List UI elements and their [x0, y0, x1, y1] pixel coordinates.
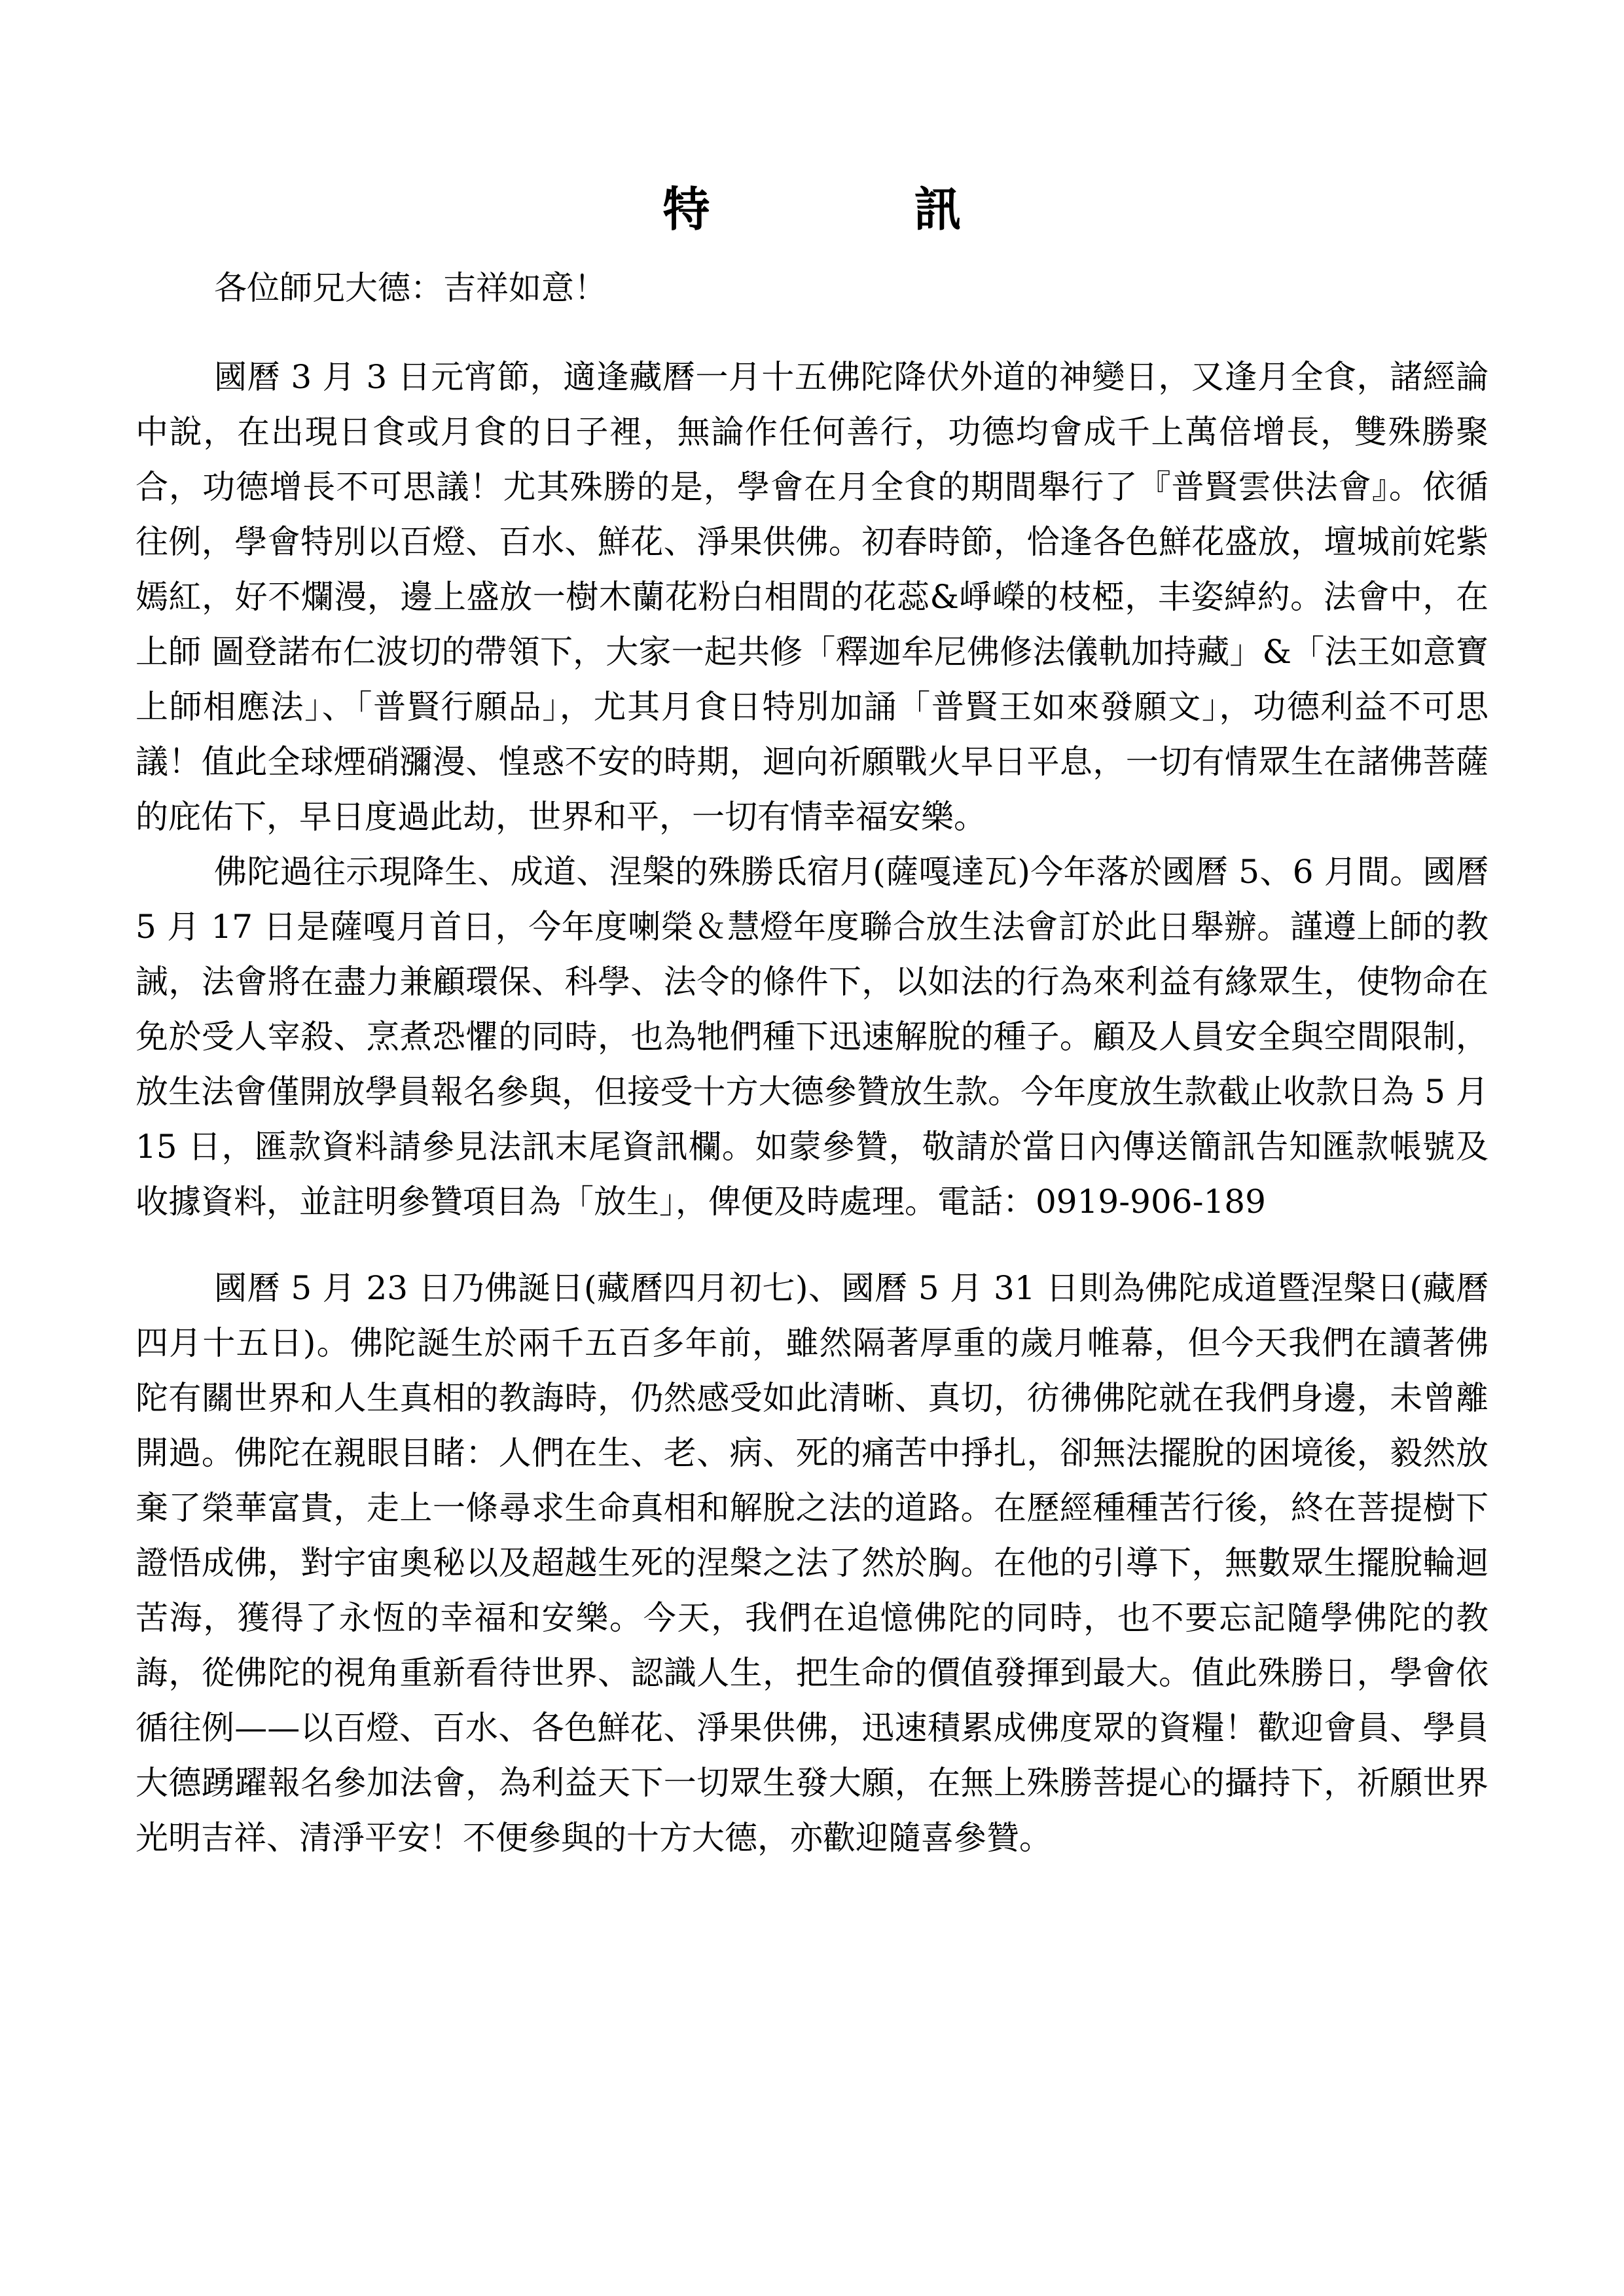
- salutation: 各位師兄大德：吉祥如意！: [214, 269, 607, 307]
- paragraph-saga-dawa-release: 佛陀過往示現降生、成道、涅槃的殊勝氐宿月(薩嘎達瓦)今年落於國曆 5、6 月間。國曆 5 月 17 日是薩嘎月首日，今年度喇榮＆慧燈年度聯合放生法會訂於此日舉辦。謹遵上師的教誡，法會將在盡力兼顧環保、科學、法令的條件下，以如法的行為來利益有緣眾生，使物命在免於受人宰殺、烹煮恐懼的同時，也為牠們種下迅速解脫的種子。顧及人員安全與空間限制，放生法會僅開放學員報名參與，但接受十方大德參贊放生款。今年度放生款截止收款日為 5 月 15 日，匯款資料請參見法訊末尾資訊欄。如蒙參贊，敬請於當日內傳送簡訊告知匯款帳號及收據資料，並註明參贊項目為「放生」，俾便及時處理。電話：0919-906-189: [135, 853, 1489, 1221]
- document-body: [135, 260, 1489, 1865]
- paragraph-lantern-festival: 國曆 3 月 3 日元宵節，適逢藏曆一月十五佛陀降伏外道的神變日，又逢月全食，諸經論中說，在出現日食或月食的日子裡，無論作任何善行，功德均會成千上萬倍增長，雙殊勝聚合，功德增長不可思議！尤其殊勝的是，學會在月全食的期間舉行了『普賢雲供法會』。依循往例，學會特別以百燈、百水、鮮花、淨果供佛。初春時節，恰逢各色鮮花盛放，壇城前姹紫嫣紅，好不爛漫，邊上盛放一樹木蘭花粉白相間的花蕊&崢嶸的枝椏，丰姿綽約。法會中，在上師 圖登諾布仁波切的帶領下，大家一起共修「釋迦牟尼佛修法儀軌加持藏」&「法王如意寶上師相應法」、「普賢行願品」，尤其月食日特別加誦「普賢王如來發願文」，功德利益不可思議！值此全球煙硝瀰漫、惶惑不安的時期，迴向祈願戰火早日平息，一切有情眾生在諸佛菩薩的庇佑下，早日度過此劫，世界和平，一切有情幸福安樂。: [135, 358, 1489, 836]
- paragraph-buddha-birthday: 國曆 5 月 23 日乃佛誕日(藏曆四月初七)、國曆 5 月 31 日則為佛陀成道暨涅槃日(藏曆四月十五日)。佛陀誕生於兩千五百多年前，雖然隔著厚重的歲月帷幕，但今天我們在讀著佛陀有關世界和人生真相的教誨時，仍然感受如此清晰、真切，彷彿佛陀就在我們身邊，未曾離開過。佛陀在親眼目睹：人們在生、老、病、死的痛苦中掙扎，卻無法擺脫的困境後，毅然放棄了榮華富貴，走上一條尋求生命真相和解脫之法的道路。在歷經種種苦行後，終在菩提樹下證悟成佛，對宇宙奧秘以及超越生死的涅槃之法了然於胸。在他的引導下，無數眾生擺脫輪迴苦海，獲得了永恆的幸福和安樂。今天，我們在追憶佛陀的同時，也不要忘記隨學佛陀的教誨，從佛陀的視角重新看待世界、認識人生，把生命的價值發揮到最大。值此殊勝日，學會依循往例——以百燈、百水、各色鮮花、淨果供佛，迅速積累成佛度眾的資糧！歡迎會員、學員大德踴躍報名參加法會，為利益天下一切眾生發大願，在無上殊勝菩提心的攝持下，祈願世界光明吉祥、清淨平安！不便參與的十方大德，亦歡迎隨喜參贊。: [135, 1269, 1489, 1857]
- page-title: 特 訊: [662, 181, 1040, 237]
